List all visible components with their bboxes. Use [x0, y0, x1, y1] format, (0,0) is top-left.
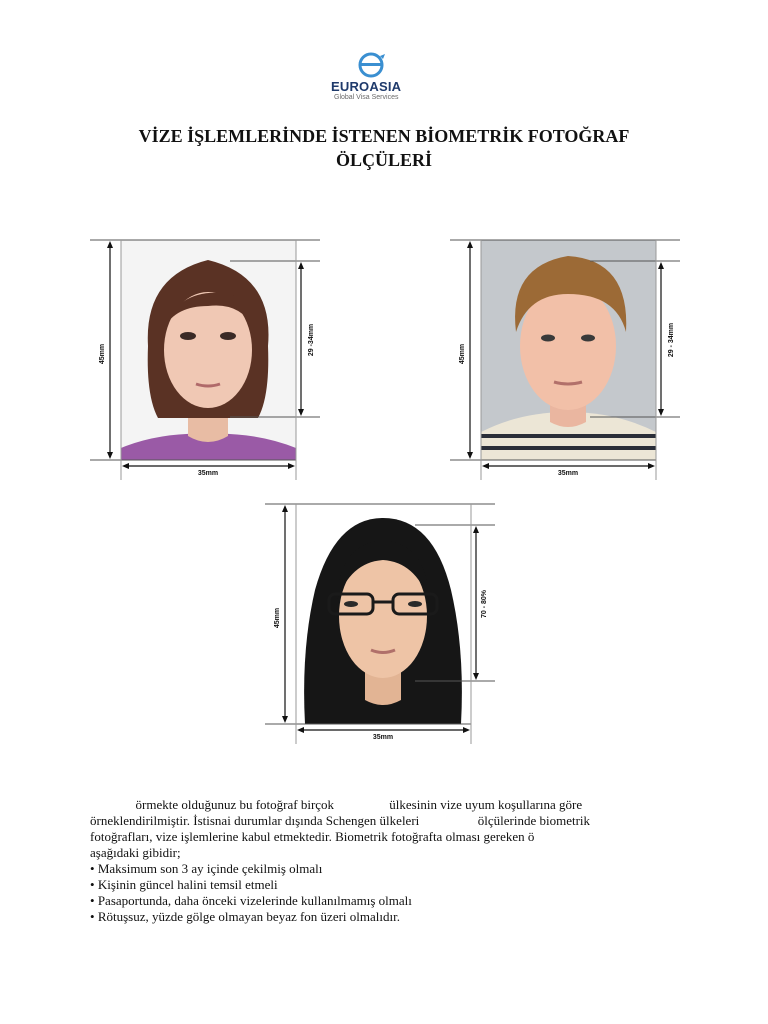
title-line-2: ÖLÇÜLERİ — [335, 150, 433, 170]
globe-logo-icon — [354, 52, 388, 80]
body-line-1: örmekte olduğunuz bu fotoğraf birçok ülkesinin vize uyum koşullarına göre — [90, 797, 583, 812]
requirements-list — [90, 861, 670, 925]
document-title — [60, 124, 708, 172]
face-height-label: 29 - 34mm — [668, 322, 675, 358]
width-label: 35mm — [197, 470, 219, 477]
width-label: 35mm — [557, 470, 579, 477]
body-line-2: örneklendirilmiştir. İstisnai durumlar dışında Schengen ülkeleri ölçülerinde biometrik — [90, 813, 591, 828]
width-label: 35mm — [372, 734, 394, 741]
face-ratio-label: 70 - 80% — [481, 589, 488, 619]
body-line-4: aşağıdaki gibidir; — [90, 845, 181, 860]
biometric-photo-1 — [90, 236, 325, 482]
list-item: • Rötuşsuz, yüzde gölge olmayan beyaz fon üzeri olmalıdır. — [90, 909, 670, 925]
list-item: • Kişinin güncel halini temsil etmeli — [90, 877, 670, 893]
list-item: • Pasaportunda, daha önceki vizelerinde kullanılmamış olmalı — [90, 893, 670, 909]
euroasia-logo — [326, 52, 416, 100]
logo-brand-text: EUROASIA — [331, 79, 402, 94]
body-text — [90, 797, 670, 925]
biometric-photo-2 — [450, 236, 685, 482]
height-label: 45mm — [99, 343, 106, 365]
face-height-label: 29 -34mm — [308, 323, 315, 357]
list-item: • Maksimum son 3 ay içinde çekilmiş olmalı — [90, 861, 670, 877]
height-label: 45mm — [274, 607, 281, 629]
logo-tagline: Global Visa Services — [334, 94, 399, 101]
biometric-photo-3 — [265, 500, 500, 746]
title-line-1: VİZE İŞLEMLERİNDE İSTENEN BİOMETRİK FOTOĞRAF — [138, 126, 630, 146]
body-line-3: fotoğrafları, vize işlemlerine kabul etmektedir. Biometrik fotoğrafta olması gereken ö — [90, 829, 535, 844]
height-label: 45mm — [459, 343, 466, 365]
